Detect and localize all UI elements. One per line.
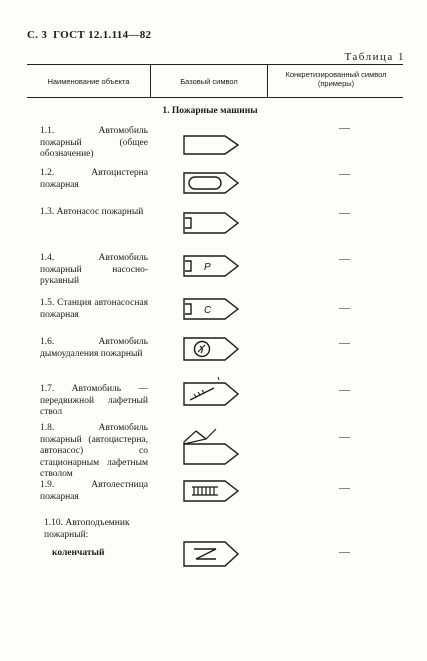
symbol-glyph: P	[204, 262, 211, 273]
row-name: 1.8. Автомобиль пожарный (автоцистерна, автонасос) со стационарным лафетным стволом	[40, 423, 148, 479]
row-name: 1.10. Автоподъемник пожарный:	[44, 518, 130, 540]
row-example: —	[339, 431, 350, 443]
table-top-rule	[27, 64, 403, 65]
row-example: —	[339, 546, 350, 558]
column-header-specific-symbol: Конкретизированный символ (примеры)	[285, 70, 387, 88]
row-example: —	[339, 337, 350, 349]
row-name: 1.3. Автонасос пожарный	[40, 207, 144, 217]
pump-pentagon-icon	[182, 212, 240, 232]
section-title: 1. Пожарные машины	[162, 106, 258, 116]
table-header-rule	[27, 97, 403, 98]
pump-hose-pentagon-icon	[182, 255, 240, 275]
monitor-nozzle-pentagon-icon	[182, 377, 240, 397]
symbol-glyph: C	[204, 305, 212, 316]
ladder-pentagon-icon	[182, 480, 240, 500]
row-name: 1.6. Автомобиль дымоудаления пожарный	[40, 337, 148, 359]
column-divider-2	[267, 64, 268, 98]
row-example: —	[339, 384, 350, 396]
page-number: С. 3	[27, 29, 48, 41]
fixed-monitor-pentagon-icon	[182, 427, 240, 447]
row-name: 1.4. Автомобиль пожарный насосно-рукавный	[40, 253, 148, 286]
row-name: коленчатый	[52, 548, 105, 558]
row-name: 1.2. Автоцистерна пожарная	[40, 168, 148, 190]
row-example: —	[339, 482, 350, 494]
row-example: —	[339, 168, 350, 180]
standard-code: ГОСТ 12.1.114—82	[53, 29, 152, 41]
tank-pentagon-icon	[182, 172, 240, 192]
articulated-lift-pentagon-icon	[182, 541, 240, 561]
row-name: 1.1. Автомобиль пожарный (общее обозначение)	[40, 126, 148, 159]
row-example: —	[339, 122, 350, 134]
pump-station-pentagon-icon	[182, 298, 240, 318]
plain-pentagon-icon	[182, 135, 240, 155]
column-header-base-symbol: Базовый символ	[180, 77, 238, 86]
column-header-object: Наименование объекта	[47, 77, 130, 86]
row-name: 1.5. Станция автонасосная пожарная	[40, 298, 148, 320]
page-header	[27, 29, 151, 41]
table-label: Таблица 1	[344, 51, 405, 63]
row-example: —	[339, 207, 350, 219]
smoke-removal-pentagon-icon	[182, 337, 240, 357]
row-name: 1.7. Автомобиль — передвижной лафетный ствол	[40, 384, 148, 417]
row-example: —	[339, 302, 350, 314]
row-name: 1.9. Автолестница пожарная	[40, 480, 148, 502]
row-example: —	[339, 253, 350, 265]
